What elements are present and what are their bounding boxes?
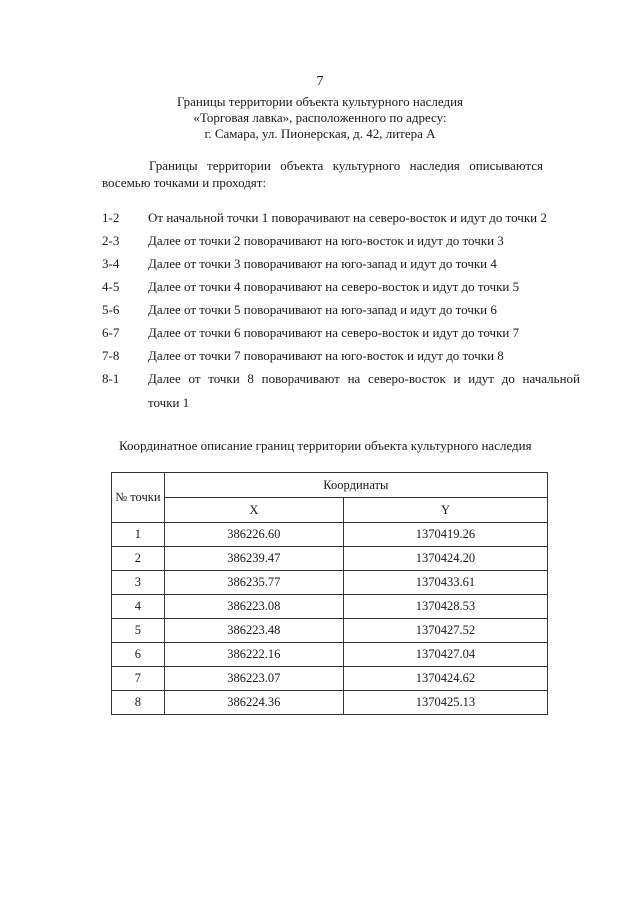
cell-y: 1370428.53 — [343, 595, 547, 619]
cell-x: 386223.08 — [164, 595, 343, 619]
cell-x: 386239.47 — [164, 547, 343, 571]
boundary-description: Далее от точки 3 поворачивают на юго-запад и идут до точки 4 — [148, 256, 497, 271]
cell-point: 7 — [112, 667, 165, 691]
boundary-description: Далее от точки 2 поворачивают на юго-восток и идут до точки 3 — [148, 233, 504, 248]
cell-y: 1370427.04 — [343, 643, 547, 667]
boundary-segment: 7-8 — [102, 348, 120, 363]
header-y: Y — [343, 498, 547, 523]
header-coordinates: Координаты — [164, 473, 547, 498]
cell-x: 386222.16 — [164, 643, 343, 667]
page-number: 7 — [316, 74, 324, 89]
cell-y: 1370424.62 — [343, 667, 547, 691]
cell-y: 1370425.13 — [343, 691, 547, 715]
cell-point: 6 — [112, 643, 165, 667]
cell-point: 8 — [112, 691, 165, 715]
intro-line-2: восемью точками и проходят: — [102, 175, 267, 190]
table-row — [112, 691, 548, 715]
header-x: X — [164, 498, 343, 523]
boundary-description: Далее от точки 5 поворачивают на юго-запад и идут до точки 6 — [148, 302, 497, 317]
boundary-description: Далее от точки 7 поворачивают на юго-восток и идут до точки 8 — [148, 348, 504, 363]
cell-y: 1370433.61 — [343, 571, 547, 595]
cell-y: 1370424.20 — [343, 547, 547, 571]
table-row — [112, 643, 548, 667]
boundary-description: От начальной точки 1 поворачивают на северо-восток и идут до точки 2 — [148, 210, 547, 225]
table-row — [112, 619, 548, 643]
table-row — [112, 547, 548, 571]
boundary-description: Далее от точки 4 поворачивают на северо-восток и идут до точки 5 — [148, 279, 520, 294]
boundary-segment: 3-4 — [102, 256, 120, 271]
boundary-segment: 8-1 — [102, 371, 120, 386]
cell-point: 2 — [112, 547, 165, 571]
cell-x: 386235.77 — [164, 571, 343, 595]
table-row — [112, 571, 548, 595]
boundary-description-continuation: точки 1 — [148, 395, 190, 410]
table-row — [112, 523, 548, 547]
boundary-segment: 1-2 — [102, 210, 120, 225]
cell-y: 1370427.52 — [343, 619, 547, 643]
intro-line-1: Границы территории объекта культурного наследия описываются — [149, 158, 543, 173]
coordinates-caption: Координатное описание границ территории объекта культурного наследия — [119, 438, 532, 453]
title-line-1: Границы территории объекта культурного наследия — [176, 94, 464, 109]
cell-x: 386226.60 — [164, 523, 343, 547]
table-row — [112, 595, 548, 619]
boundary-segment: 6-7 — [102, 325, 120, 340]
boundary-segment: 5-6 — [102, 302, 120, 317]
boundary-segment: 4-5 — [102, 279, 120, 294]
coordinates-table — [111, 472, 548, 715]
boundary-description: Далее от точки 6 поворачивают на северо-восток и идут до точки 7 — [148, 325, 520, 340]
cell-point: 5 — [112, 619, 165, 643]
cell-point: 1 — [112, 523, 165, 547]
cell-point: 3 — [112, 571, 165, 595]
title-line-3: г. Самара, ул. Пионерская, д. 42, литера А — [204, 126, 436, 141]
boundary-description: Далее от точки 8 поворачивают на северо-восток и идут до начальной — [148, 371, 580, 386]
cell-x: 386223.48 — [164, 619, 343, 643]
cell-x: 386224.36 — [164, 691, 343, 715]
cell-point: 4 — [112, 595, 165, 619]
title-line-2: «Торговая лавка», расположенного по адресу: — [193, 110, 447, 125]
header-point-number: № точки — [112, 473, 165, 523]
table-row — [112, 667, 548, 691]
boundary-segment: 2-3 — [102, 233, 120, 248]
cell-y: 1370419.26 — [343, 523, 547, 547]
cell-x: 386223.07 — [164, 667, 343, 691]
